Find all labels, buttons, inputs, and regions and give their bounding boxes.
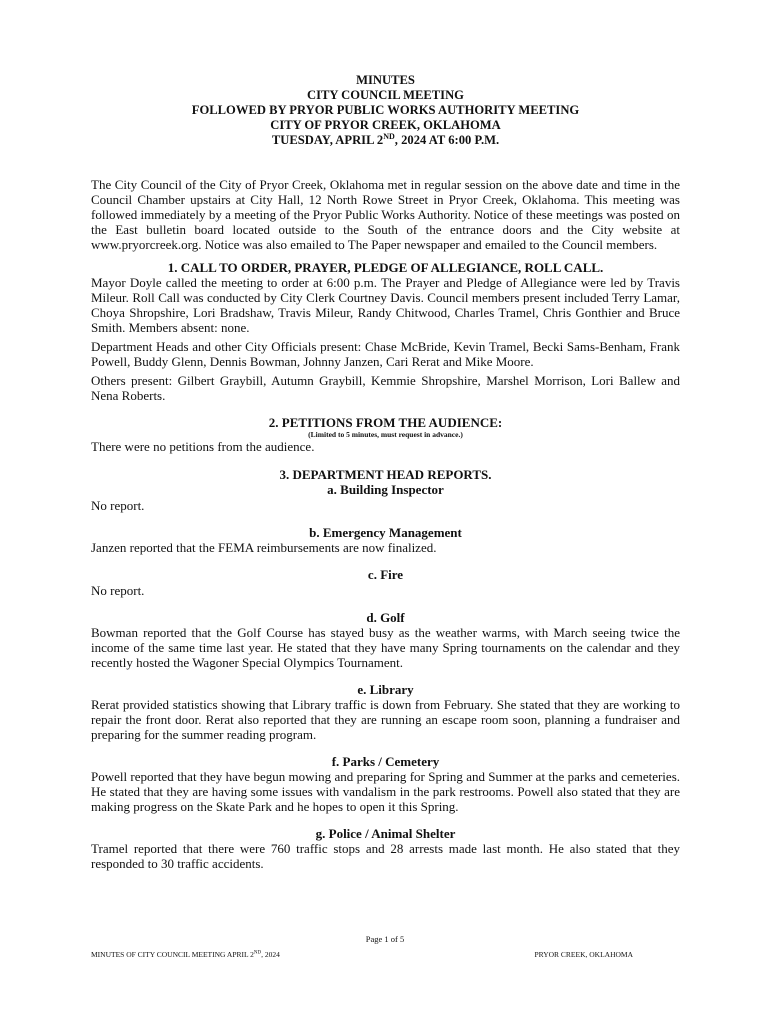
subsection-c-heading: c. Fire: [367, 567, 404, 582]
subsection-e-heading: e. Library: [357, 682, 414, 697]
subsection-g-heading: g. Police / Animal Shelter: [315, 826, 456, 841]
header-followed-by: FOLLOWED BY PRYOR PUBLIC WORKS AUTHORITY MEETING: [191, 103, 580, 117]
page-number: Page 1 of 5: [365, 934, 405, 944]
subsection-a-text: No report.: [91, 498, 145, 513]
subsection-f-heading: f. Parks / Cemetery: [331, 754, 440, 769]
subsection-a-heading: a. Building Inspector: [327, 482, 444, 497]
subsection-g-text: Tramel reported that there were 760 traffic stops and 28 arrests made last month. He also stated that they responded to 30 traffic accidents.: [91, 841, 680, 871]
header-date: [91, 133, 680, 148]
section-2-text: There were no petitions from the audience.: [91, 439, 315, 454]
section-2-heading: 2. PETITIONS FROM THE AUDIENCE:: [268, 415, 503, 430]
document-header: [91, 73, 680, 148]
section-3-heading: 3. DEPARTMENT HEAD REPORTS.: [279, 467, 492, 482]
header-date-pre: TUESDAY, APRIL 2: [271, 133, 384, 147]
subsection-c-text: No report.: [91, 583, 145, 598]
intro-paragraph: The City Council of the City of Pryor Creek, Oklahoma met in regular session on the above date and time in the Council Chamber upstairs at City Hall, 12 North Rowe Street in Pryor Creek, Oklahoma. This meeting was followed immediately by a meeting of the Pryor Public Works Authority. Notice of these meetings was posted on the East bulletin board located outside to the South of the entrance doors and the City website at www.pryorcreek.org. Notice was also emailed to The Paper newspaper and emailed to the Council members.: [91, 177, 680, 252]
header-meeting: CITY COUNCIL MEETING: [307, 88, 464, 102]
section-1-paragraph-1: Mayor Doyle called the meeting to order at 6:00 p.m. The Prayer and Pledge of Allegiance were led by Travis Mileur. Roll Call was conducted by City Clerk Courtney Davis. Council members present included Terry Lamar, Choya Shropshire, Lori Bradshaw, Travis Mileur, Randy Chitwood, Charles Tramel, Chris Gonthier and Bruce Smith. Members absent: none.: [91, 275, 680, 335]
header-date-post: , 2024 AT 6:00 P.M.: [394, 133, 500, 147]
header-city: CITY OF PRYOR CREEK, OKLAHOMA: [270, 118, 501, 132]
subsection-b-text: Janzen reported that the FEMA reimbursements are now finalized.: [91, 540, 437, 555]
footer-city-label: PRYOR CREEK, OKLAHOMA: [534, 950, 633, 959]
subsection-d-heading: d. Golf: [366, 610, 405, 625]
section-1-paragraph-3: Others present: Gilbert Graybill, Autumn Graybill, Kemmie Shropshire, Marshel Morrison, Lori Ballew and Nena Roberts.: [91, 373, 680, 403]
subsection-f-text: Powell reported that they have begun mowing and preparing for Spring and Summer at the parks and cemeteries. He stated that they are having some issues with vandalism in the park restrooms. Powell also stated that they are making progress on the Skate Park and he hopes to open it this Spring.: [91, 769, 680, 814]
footer-left-post: , 2024: [261, 950, 280, 959]
footer-left-sup: ND: [253, 950, 262, 956]
header-date-sup: ND: [383, 131, 395, 141]
document-content: [91, 73, 680, 871]
subsection-e-text: Rerat provided statistics showing that Library traffic is down from February. She stated that they are working to repair the front door. Rerat also reported that they are running an escape room soon, planning a fundraiser and preparing for the summer reading program.: [91, 697, 680, 742]
header-minutes: MINUTES: [356, 73, 415, 87]
section-1-heading: 1. CALL TO ORDER, PRAYER, PLEDGE OF ALLEGIANCE, ROLL CALL.: [167, 260, 604, 275]
footer-left-pre: MINUTES OF CITY COUNCIL MEETING APRIL 2: [91, 950, 254, 959]
footer-meeting-label: [91, 950, 280, 959]
subsection-d-text: Bowman reported that the Golf Course has stayed busy as the weather warms, with March seeing twice the income of the same time last year. He stated that they have many Spring tournaments on the calendar and they recently hosted the Wagoner Special Olympics Tournament.: [91, 625, 680, 670]
subsection-b-heading: b. Emergency Management: [309, 525, 462, 540]
section-1-paragraph-2: Department Heads and other City Officials present: Chase McBride, Kevin Tramel, Becki Sams-Benham, Frank Powell, Buddy Glenn, Dennis Bowman, Johnny Janzen, Cari Rerat and Mike Moore.: [91, 339, 680, 369]
section-2-note: (Limited to 5 minutes, must request in advance.): [308, 430, 463, 439]
